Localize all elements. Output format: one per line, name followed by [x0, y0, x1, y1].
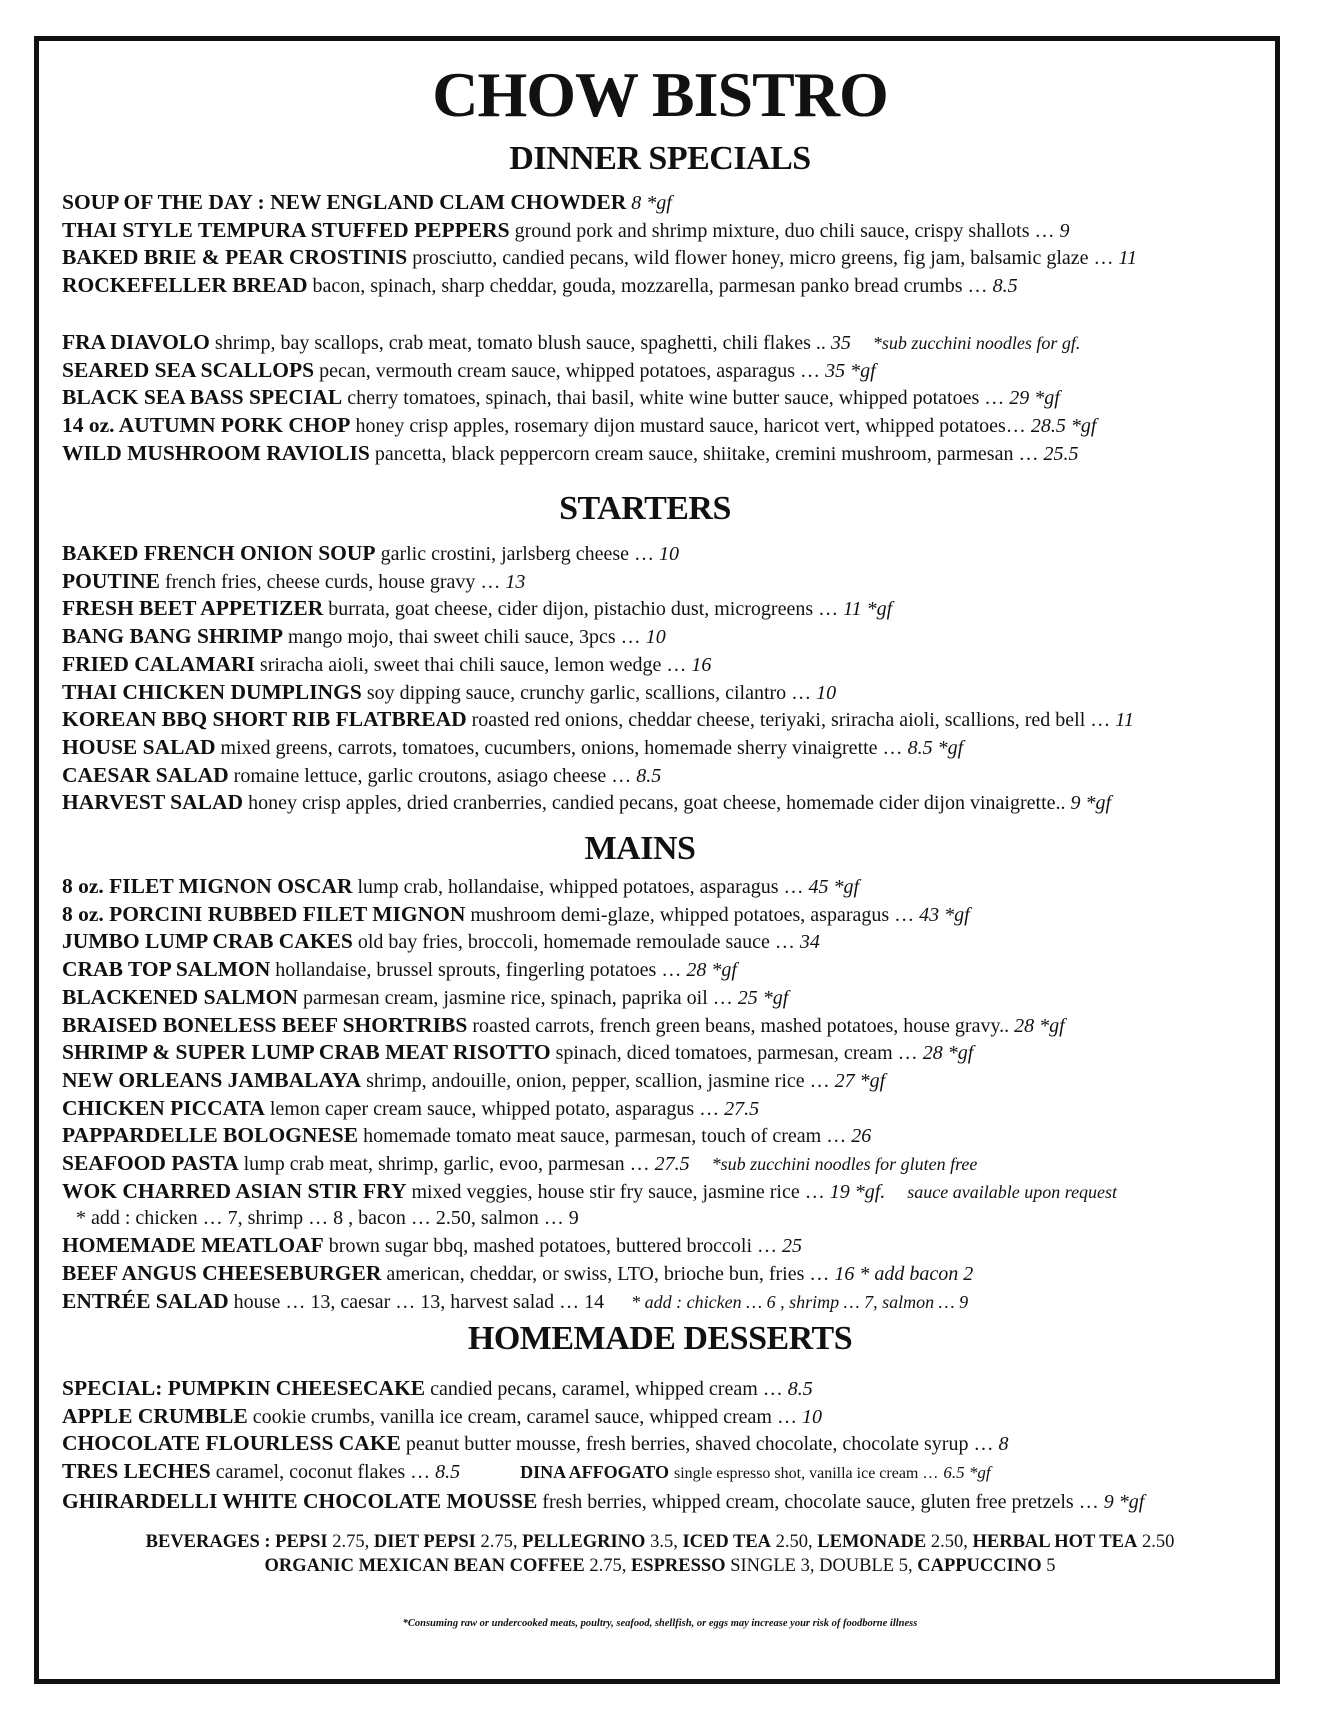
item-price: 10	[659, 543, 679, 565]
menu-item	[62, 540, 1282, 568]
item-price: 25 *gf	[737, 986, 789, 1009]
beverage-name: ORGANIC MEXICAN BEAN COFFEE	[264, 1556, 585, 1576]
item-description: lump crab meat, shrimp, garlic, evoo, parmesan …	[243, 1153, 650, 1176]
item-price: 11 *gf	[843, 598, 893, 621]
item-name: WOK CHARRED ASIAN STIR FRY	[62, 1178, 407, 1203]
item-price: 8 *gf	[631, 192, 672, 214]
item-price: 11	[1115, 709, 1134, 732]
beverage-item	[972, 1532, 1174, 1552]
item-name: ENTRÉE SALAD	[62, 1288, 229, 1313]
extra-item	[520, 1461, 990, 1483]
menu-item	[62, 384, 1282, 412]
beverages-items-2	[265, 1556, 1056, 1576]
item-price: 28 *gf	[922, 1042, 974, 1065]
item-name: TRES LECHES	[62, 1459, 211, 1484]
item-note: *sub zucchini noodles for gluten free	[711, 1154, 978, 1175]
item-price: 9 *gf	[1103, 1490, 1145, 1513]
item-description: mango mojo, thai sweet chili sauce, 3pcs …	[287, 626, 641, 649]
item-price: 43 *gf	[919, 903, 970, 926]
beverage-name: HERBAL HOT TEA	[972, 1532, 1138, 1552]
item-description: caramel, coconut flakes …	[215, 1461, 431, 1484]
section-title-mains: MAINS	[584, 830, 696, 867]
item-name: BRAISED BONELESS BEEF SHORTRIBS	[62, 1012, 468, 1037]
beverage-price: 2.50,	[775, 1532, 813, 1552]
item-description: homemade tomato meat sauce, parmesan, touch of cream …	[363, 1125, 847, 1148]
item-price: 9 *gf	[1070, 792, 1112, 815]
beverage-price: 2.50	[1141, 1532, 1175, 1552]
item-price: 45 *gf	[808, 876, 860, 898]
restaurant-name: CHOW BISTRO	[432, 59, 888, 130]
item-name: 8 oz. FILET MIGNON OSCAR	[62, 874, 353, 898]
menu-item	[62, 1067, 1282, 1095]
item-description: mixed veggies, house stir fry sauce, jasmine rice …	[411, 1180, 825, 1203]
item-name: CRAB TOP SALMON	[62, 957, 271, 982]
item-name: 8 oz. PORCINI RUBBED FILET MIGNON	[62, 901, 466, 926]
beverage-item	[374, 1532, 518, 1552]
item-description: burrata, goat cheese, cider dijon, pistachio dust, microgreens …	[328, 598, 839, 621]
item-description: lump crab, hollandaise, whipped potatoes, asparagus …	[357, 876, 804, 898]
item-price: 16	[691, 653, 712, 676]
item-description: house … 13, caesar … 13, harvest salad … 14	[233, 1290, 605, 1313]
item-price: 10	[816, 681, 837, 704]
beverage-name: ESPRESSO	[630, 1556, 726, 1576]
item-description: brown sugar bbq, mashed potatoes, buttered broccoli …	[328, 1235, 778, 1258]
menu-item	[62, 1178, 1282, 1206]
item-price: 35	[830, 332, 851, 354]
menu-item	[62, 706, 1282, 734]
item-name: THAI STYLE TEMPURA STUFFED PEPPERS	[62, 217, 510, 242]
item-name: DINA AFFOGATO	[520, 1462, 669, 1483]
beverage-name: ICED TEA	[682, 1532, 772, 1552]
item-name: ROCKEFELLER BREAD	[62, 273, 308, 298]
menu-item	[62, 217, 1282, 245]
beverage-price: 3.5,	[650, 1532, 678, 1552]
item-description: sriracha aioli, sweet thai chili sauce, lemon wedge …	[259, 653, 687, 676]
item-name: SPECIAL: PUMPKIN CHEESECAKE	[62, 1376, 426, 1400]
menu-item	[62, 901, 1282, 929]
menu-item	[62, 329, 1282, 357]
item-name: BLACK SEA BASS SPECIAL	[62, 385, 343, 410]
beverage-price: SINGLE 3, DOUBLE 5,	[730, 1556, 913, 1576]
item-price: 6.5 *gf	[943, 1463, 991, 1483]
menu-item	[62, 568, 1282, 596]
menu-item	[62, 762, 1282, 790]
item-name: SEAFOOD PASTA	[62, 1151, 239, 1176]
menu-item	[62, 789, 1282, 817]
beverage-name: CAPPUCCINO	[917, 1556, 1042, 1576]
item-name: WILD MUSHROOM RAVIOLIS	[62, 440, 370, 465]
item-name: BAKED FRENCH ONION SOUP	[62, 541, 376, 565]
item-price: 25	[782, 1235, 803, 1258]
item-description: honey crisp apples, rosemary dijon mustard sauce, haricot vert, whipped potatoes…	[355, 415, 1026, 438]
item-name: HOMEMADE MEATLOAF	[62, 1233, 324, 1258]
item-name: CHICKEN PICCATA	[62, 1095, 265, 1120]
menu-item	[62, 1375, 1282, 1403]
menu-item	[62, 623, 1282, 651]
beverage-name: PELLEGRINO	[522, 1532, 646, 1552]
menu-item	[62, 1122, 1282, 1150]
item-price: 10	[645, 626, 666, 649]
item-price: 26	[851, 1125, 872, 1148]
item-price: 34	[799, 931, 820, 954]
item-price: 11	[1118, 247, 1138, 270]
item-description: mixed greens, carrots, tomatoes, cucumbers, onions, homemade sherry vinaigrette …	[220, 736, 903, 759]
item-description: hollandaise, brussel sprouts, fingerling potatoes …	[275, 959, 682, 982]
item-description: pecan, vermouth cream sauce, whipped potatoes, asparagus …	[319, 359, 821, 382]
starters-list	[62, 540, 1282, 817]
item-description: candied pecans, caramel, whipped cream …	[430, 1378, 783, 1400]
beverage-price: 2.75,	[480, 1532, 518, 1552]
item-price: 8.5 *gf	[907, 736, 964, 759]
beverages-line-2	[0, 1554, 1320, 1578]
item-price: 8.5	[636, 764, 662, 787]
item-price: 9	[1059, 219, 1070, 242]
beverage-item	[817, 1532, 968, 1552]
item-description: romaine lettuce, garlic croutons, asiago cheese …	[233, 764, 632, 787]
item-description: fresh berries, whipped cream, chocolate sauce, gluten free pretzels …	[542, 1490, 1099, 1513]
menu-item	[62, 928, 1282, 956]
item-name: THAI CHICKEN DUMPLINGS	[62, 679, 362, 704]
section-title-starters: STARTERS	[559, 490, 731, 527]
menu-item	[62, 1039, 1282, 1067]
item-description: mushroom demi-glaze, whipped potatoes, asparagus …	[470, 903, 915, 926]
item-description: pancetta, black peppercorn cream sauce, shiitake, cremini mushroom, parmesan …	[374, 442, 1039, 465]
beverage-price: 2.75,	[332, 1532, 370, 1552]
item-price: 13	[505, 570, 526, 593]
item-price: 27.5	[724, 1097, 760, 1120]
item-description: cherry tomatoes, spinach, thai basil, white wine butter sauce, whipped potatoes …	[347, 387, 1005, 410]
item-name: BAKED BRIE & PEAR CROSTINIS	[62, 245, 408, 270]
item-description: old bay fries, broccoli, homemade remoulade sauce …	[357, 931, 795, 954]
item-price: 27 *gf	[834, 1069, 886, 1092]
item-description: american, cheddar, or swiss, LTO, brioche bun, fries …	[386, 1262, 830, 1285]
item-name: BEEF ANGUS CHEESEBURGER	[62, 1260, 382, 1285]
item-name: CHOCOLATE FLOURLESS CAKE	[62, 1431, 401, 1456]
item-price: 27.5	[654, 1153, 690, 1176]
item-name: JUMBO LUMP CRAB CAKES	[62, 929, 353, 954]
item-note: sauce available upon request	[907, 1181, 1118, 1202]
menu-item	[62, 357, 1282, 385]
beverage-item	[917, 1556, 1055, 1576]
beverage-name: DIET PEPSI	[373, 1532, 476, 1552]
menu-item	[62, 1150, 1282, 1178]
desserts-list	[62, 1375, 1282, 1516]
beverage-name: PEPSI	[275, 1532, 328, 1552]
menu-item	[62, 651, 1282, 679]
item-price: 28 *gf	[686, 959, 737, 982]
item-price: 28 *gf	[1014, 1014, 1065, 1037]
beverage-price: 2.50,	[930, 1532, 968, 1552]
beverage-name: LEMONADE	[817, 1532, 927, 1552]
beverages-line-1	[0, 1530, 1320, 1554]
item-name: CAESAR SALAD	[62, 762, 229, 787]
item-description: ground pork and shrimp mixture, duo chili sauce, crispy shallots …	[514, 219, 1055, 242]
item-price: 28.5 *gf	[1030, 415, 1097, 438]
item-description: shrimp, bay scallops, crab meat, tomato blush sauce, spaghetti, chili flakes ..	[214, 332, 826, 354]
beverage-item	[522, 1532, 678, 1552]
item-description: lemon caper cream sauce, whipped potato, asparagus …	[269, 1097, 720, 1120]
item-name: BLACKENED SALMON	[62, 984, 298, 1009]
item-name: NEW ORLEANS JAMBALAYA	[62, 1067, 362, 1092]
item-price: 8.5	[787, 1378, 813, 1400]
beverages-items-1	[275, 1532, 1174, 1552]
item-note: * add : chicken … 6 , shrimp … 7, salmon … 9	[631, 1291, 969, 1312]
mains-list	[62, 873, 1282, 1315]
beverage-price: 2.75,	[589, 1556, 627, 1576]
menu-item	[62, 440, 1282, 468]
beverage-item	[631, 1556, 913, 1576]
menu-item	[62, 734, 1282, 762]
item-name: SEARED SEA SCALLOPS	[62, 357, 315, 382]
item-name: FRIED CALAMARI	[62, 651, 255, 676]
menu-item	[62, 956, 1282, 984]
item-price: 19 *gf.	[829, 1180, 886, 1203]
menu-item	[62, 984, 1282, 1012]
item-name: FRESH BEET APPETIZER	[62, 596, 324, 621]
menu-item	[62, 412, 1282, 440]
dinner-specials-group-2	[62, 329, 1282, 468]
item-description: spinach, diced tomatoes, parmesan, cream …	[555, 1042, 918, 1065]
item-price: 25.5	[1043, 442, 1079, 465]
beverage-item	[275, 1532, 369, 1552]
item-description: honey crisp apples, dried cranberries, candied pecans, goat cheese, homemade cider dijon vinaigrette..	[248, 792, 1066, 815]
item-name: SHRIMP & SUPER LUMP CRAB MEAT RISOTTO	[62, 1040, 551, 1065]
item-description: french fries, cheese curds, house gravy …	[164, 570, 501, 593]
menu-item	[62, 272, 1282, 300]
menu-item	[62, 1288, 1282, 1316]
item-price: 8.5	[435, 1461, 461, 1484]
menu-item	[62, 244, 1282, 272]
beverages-label: BEVERAGES :	[145, 1532, 271, 1552]
menu-item	[62, 595, 1282, 623]
menu-item	[62, 679, 1282, 707]
item-description: peanut butter mousse, fresh berries, shaved chocolate, chocolate syrup …	[405, 1433, 994, 1456]
menu-item	[62, 1403, 1282, 1431]
menu-item	[62, 1012, 1282, 1040]
menu-item	[62, 1488, 1282, 1516]
menu-item	[62, 1430, 1282, 1458]
item-name: KOREAN BBQ SHORT RIB FLATBREAD	[62, 707, 467, 732]
item-name: FRA DIAVOLO	[62, 330, 210, 354]
menu-item	[62, 1458, 1282, 1488]
item-description: roasted carrots, french green beans, mashed potatoes, house gravy..	[472, 1014, 1010, 1037]
beverage-price: 5	[1046, 1556, 1056, 1576]
item-description: roasted red onions, cheddar cheese, teriyaki, sriracha aioli, scallions, red bell …	[471, 709, 1111, 732]
item-price: 10	[801, 1405, 822, 1428]
item-note: *sub zucchini noodles for gf.	[872, 333, 1081, 353]
menu-item	[62, 189, 1282, 217]
item-name: BANG BANG SHRIMP	[62, 624, 283, 649]
item-name: SOUP OF THE DAY : NEW ENGLAND CLAM CHOWDER	[62, 190, 627, 214]
item-name: 14 oz. AUTUMN PORK CHOP	[62, 413, 351, 438]
menu-item	[62, 1260, 1282, 1288]
item-price: 35 *gf	[825, 359, 876, 382]
item-price: 16 * add bacon 2	[834, 1262, 974, 1285]
item-name: POUTINE	[62, 568, 160, 593]
item-description: cookie crumbs, vanilla ice cream, caramel sauce, whipped cream …	[252, 1405, 797, 1428]
item-name: HARVEST SALAD	[62, 790, 244, 815]
item-description: * add : chicken … 7, shrimp … 8 , bacon … 2.50, salmon … 9	[76, 1207, 579, 1230]
item-price: 29 *gf	[1009, 387, 1060, 410]
item-description: garlic crostini, jarlsberg cheese …	[380, 543, 654, 565]
item-description: shrimp, andouille, onion, pepper, scallion, jasmine rice …	[366, 1069, 830, 1092]
item-description: parmesan cream, jasmine rice, spinach, paprika oil …	[302, 986, 733, 1009]
beverage-item	[265, 1556, 627, 1576]
menu-item	[62, 1095, 1282, 1123]
item-description: prosciutto, candied pecans, wild flower honey, micro greens, fig jam, balsamic glaze …	[412, 247, 1114, 270]
menu-item	[62, 1232, 1282, 1260]
menu-item	[62, 1205, 1282, 1232]
dinner-specials-group-1	[62, 189, 1282, 300]
item-description: soy dipping sauce, crunchy garlic, scallions, cilantro …	[366, 681, 812, 704]
item-name: PAPPARDELLE BOLOGNESE	[62, 1123, 359, 1148]
section-title-dinner-specials: DINNER SPECIALS	[509, 140, 811, 177]
item-price: 8	[998, 1433, 1009, 1456]
menu-item	[62, 873, 1282, 901]
item-name: HOUSE SALAD	[62, 734, 216, 759]
item-name: APPLE CRUMBLE	[62, 1403, 248, 1428]
section-title-desserts: HOMEMADE DESSERTS	[467, 1320, 853, 1357]
item-description: bacon, spinach, sharp cheddar, gouda, mozzarella, parmesan panko bread crumbs …	[312, 275, 988, 298]
health-disclaimer: *Consuming raw or undercooked meats, poultry, seafood, shellfish, or eggs may increase your risk of foodborne illness	[402, 1618, 918, 1629]
beverage-item	[682, 1532, 812, 1552]
item-name: GHIRARDELLI WHITE CHOCOLATE MOUSSE	[62, 1488, 538, 1513]
item-description: single espresso shot, vanilla ice cream …	[674, 1465, 939, 1483]
item-price: 8.5	[992, 275, 1018, 298]
